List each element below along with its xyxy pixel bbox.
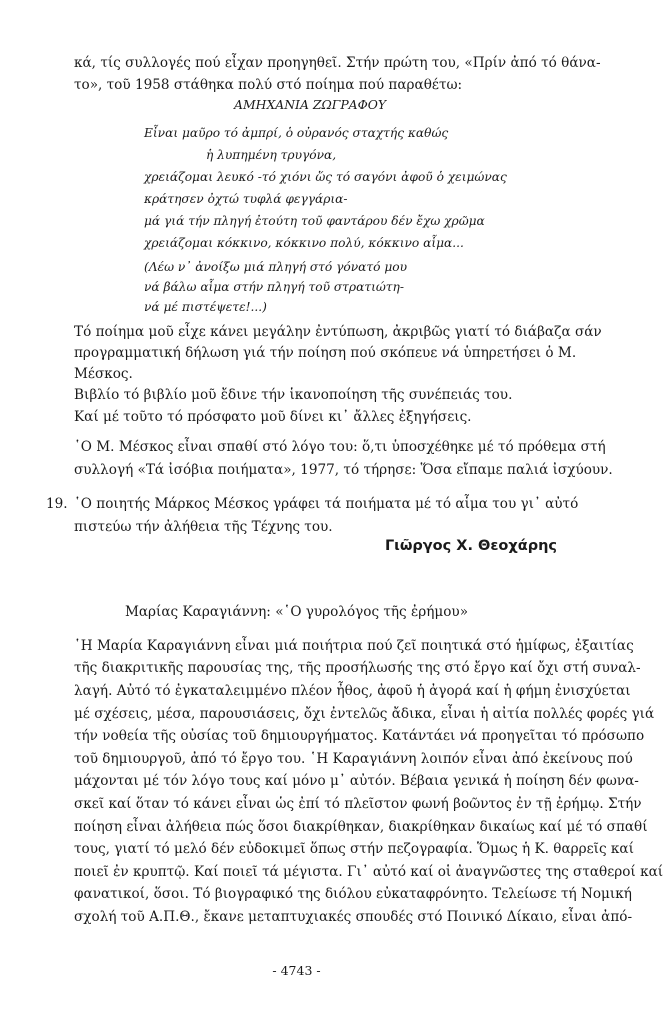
text-line: ῾Ο ποιητής Μάρκος Μέσκος γράφει τά ποιήματα μέ τό αἷμα του γι᾿ αὐτό	[74, 496, 579, 512]
body-line: σκεῖ καί ὅταν τό κάνει εἶναι ὡς ἐπί τό πλεῖστον φωνή βοῶντος ἐν τῇ ἐρήμῳ. Στήν	[74, 796, 642, 812]
text-line: προγραμματική δήλωση γιά τήν ποίηση πού σκόπευε νά ὑπηρετήσει ὁ Μ.	[74, 345, 577, 361]
body-line: φανατικοί, ὅσοι. Τό βιογραφικό της διόλου εὐκαταφρόνητο. Τελείωσε τή Νομική	[74, 886, 632, 902]
body-line: ῾Η Μαρία Καραγιάννη εἶναι μιά ποιήτρια πού ζεῖ ποιητικά στό ἡμίφως, ἐξαιτίας	[74, 638, 634, 654]
poem-line: ἡ λυπημένη τρυγόνα,	[206, 148, 337, 162]
section-title: Μαρίας Καραγιάννη: «῾Ο γυρολόγος τῆς ἐρήμου»	[124, 604, 469, 620]
poem-line: Εἶναι μαῦρο τό ἀμπρί, ὁ οὐρανός σταχτής καθώς	[144, 126, 449, 140]
poem-line: κράτησεν ὀχτώ τυφλά φεγγάρια-	[144, 192, 348, 206]
poem-line: μά γιά τήν πληγή ἐτούτη τοῦ φαντάρου δέν ἔχω χρῶμα	[144, 214, 485, 228]
item-number: 19.	[46, 496, 68, 512]
intro-line: κά, τίς συλλογές πού εἶχαν προηγηθεῖ. Στήν πρώτη του, «Πρίν ἀπό τό θάνα-	[74, 55, 601, 71]
poem-title: ΑΜΗΧΑΝΙΑ ΖΩΓΡΑΦΟΥ	[234, 97, 387, 112]
text-line: συλλογή «Τά ἰσόβια ποιήματα», 1977, τό τήρησε: Ὅσα εἴπαμε παλιά ἰσχύουν.	[74, 462, 613, 478]
page-number: - 4743 -	[272, 963, 321, 978]
body-line: ποιεῖ ἐν κρυπτῷ. Καί ποιεῖ τά μέγιστα. Γι᾿ αὐτό καί οἱ ἀναγνῶστες της σταθεροί καί	[74, 864, 663, 880]
body-line: λαγή. Αὐτό τό ἐγκαταλειμμένο πλέον ἦθος, ἀφοῦ ἡ ἀγορά καί ἡ φήμη ἐνισχύεται	[74, 683, 631, 699]
body-line: τήν νοθεία τῆς οὐσίας τοῦ δημιουργήματος. Κατάντάει νά προηγεῖται τό πρόσωπο	[74, 728, 645, 744]
poem-line: χρειάζομαι κόκκινο, κόκκινο πολύ, κόκκινο αἷμα...	[144, 236, 464, 250]
text-line: Βιβλίο τό βιβλίο μοῦ ἔδινε τήν ἱκανοποίηση τῆς συνέπειάς του.	[74, 387, 513, 403]
body-line: τους, γιατί τό μελό δέν εὐδοκιμεῖ ὅπως στήν πεζογραφία. Ὅμως ἡ Κ. θαρρεῖς καί	[74, 841, 634, 857]
body-line: μέ σχέσεις, μέσα, παρουσιάσεις, ὄχι ἐντελῶς ἄδικα, εἶναι ἡ αἰτία πολλές φορές γιά	[74, 706, 655, 722]
text-line: πιστεύω τήν ἀλήθεια τῆς Τέχνης του.	[74, 519, 333, 535]
poem-line: χρειάζομαι λευκό -τό χιόνι ὥς τό σαγόνι ἀφοῦ ὁ χειμώνας	[144, 170, 507, 184]
body-line: ποίηση εἶναι ἀλήθεια πώς ὅσοι διακρίθηκαν, διακρίθηκαν δικαίως καί μέ τό σπαθί	[74, 819, 648, 835]
intro-line: το», τοῦ 1958 στάθηκα πολύ στό ποίημα πού παραθέτω:	[74, 77, 463, 93]
poem-line: νά βάλω αἷμα στήν πληγή τοῦ στρατιώτη-	[144, 280, 404, 294]
poem-line: νά μέ πιστέψετε!...)	[144, 300, 267, 314]
body-line: σχολή τοῦ Α.Π.Θ., ἔκανε μεταπτυχιακές σπουδές στό Ποινικό Δίκαιο, εἶναι ἀπό-	[74, 909, 633, 925]
author-signature: Γιῶργος Χ. Θεοχάρης	[384, 538, 557, 554]
body-line: μάχονται μέ τόν λόγο τους καί μόνο μ᾿ αὐτόν. Βέβαια γενικά ἡ ποίηση δέν φωνα-	[74, 773, 639, 789]
body-line: τῆς διακριτικῆς παρουσίας της, τῆς προσήλωσής της στό ἔργο καί ὄχι στή συναλ-	[74, 660, 641, 676]
poem-line: (Λέω ν᾿ ἀνοίξω μιά πληγή στό γόνατό μου	[144, 260, 408, 274]
body-line: τοῦ δημιουργοῦ, ἀπό τό ἔργο του. ῾Η Καραγιάννη λοιπόν εἶναι ἀπό ἐκείνους πού	[74, 751, 633, 767]
text-line: Τό ποίημα μοῦ εἶχε κάνει μεγάλην ἐντύπωση, ἀκριβῶς γιατί τό διάβαζα σάν	[74, 324, 602, 340]
text-line: ῾Ο Μ. Μέσκος εἶναι σπαθί στό λόγο του: ὅ,τι ὑποσχέθηκε μέ τό πρόθεμα στή	[74, 439, 606, 455]
text-line: Μέσκος.	[74, 366, 133, 382]
text-line: Καί μέ τοῦτο τό πρόσφατο μοῦ δίνει κι᾿ ἄλλες ἐξηγήσεις.	[74, 409, 472, 425]
